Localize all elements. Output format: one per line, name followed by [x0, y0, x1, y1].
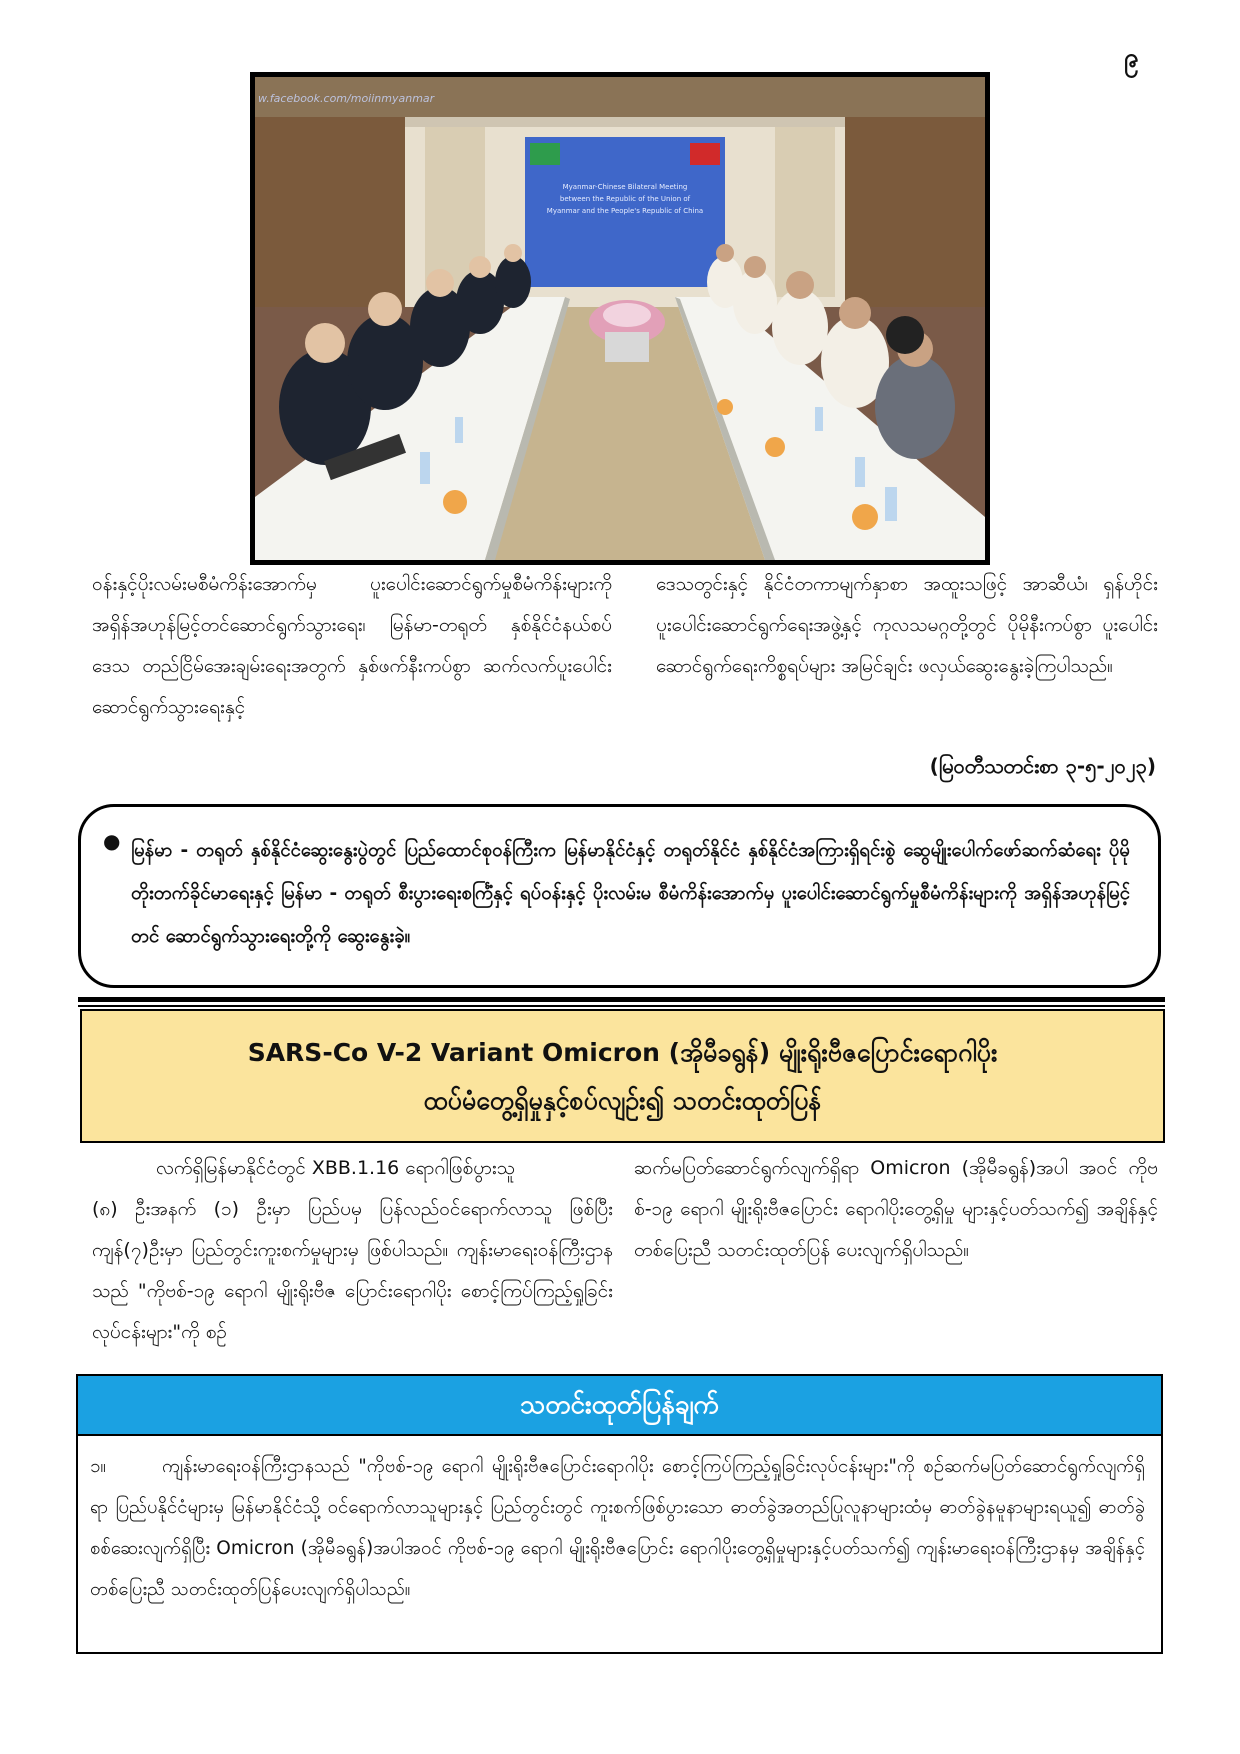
notice-item-text: ကျန်းမာရေးဝန်ကြီးဌာနသည် "ကိုဗစ်-၁၉ ရောဂါ မျိုးရိုးဗီဇပြောင်းရောဂါပိုး စောင့်ကြပ်ကြည့်ရှုခြင်းလုပ်ငန်းများ"ကို စဉ်ဆက်မပြတ်ဆောင်ရွက်လျက်ရှိရာ ပြည်ပနိုင်ငံများမှ မြန်မာနိုင်ငံသို့ ဝင်ရောက်လာသူများနှင့် ပြည်တွင်းတွင် ကူးစက်ဖြစ်ပွားသော ဓာတ်ခွဲအတည်ပြုလူနာများထံမှ ဓာတ်ခွဲနမူနာများရယူ၍ ဓာတ်ခွဲစစ်ဆေးလျက်ရှိပြီး Omicron (အိုမီခရွန်)အပါအဝင် ကိုဗစ်-၁၉ ရောဂါ မျိုးရိုးဗီဇပြောင်း ရောဂါပိုးတွေ့ရှိမှုများနှင့်ပတ်သက်၍ ကျန်းမာရေးဝန်ကြီးဌာနမှ အချိန်နှင့်တစ်ပြေးညီ သတင်းထုတ်ပြန်ပေးလျက်ရှိပါသည်။	[90, 1456, 1145, 1600]
article1-right-text: ဒေသတွင်းနှင့် နိုင်ငံတကာမျက်နှာစာ အထူးသဖြင့် အာဆီယံ၊ ရှန်ဟိုင်း ပူးပေါင်းဆောင်ရွက်ရေးအဖွဲ့နှင့် ကုလသမဂ္ဂတို့တွင် ပိုမိုနီးကပ်စွာ ပူးပေါင်းဆောင်ရွက်ရေးကိစ္စရပ်များ အမြင်ချင်း ဖလှယ်ဆွေးနွေးခဲ့ကြပါသည်။	[656, 573, 1158, 677]
section-divider	[78, 997, 1165, 1002]
section-divider-thin	[78, 1005, 1165, 1007]
article2-right-column	[634, 1148, 1158, 1271]
article2-first-line	[156, 1148, 613, 1189]
article2-left-text: (၈) ဦးအနက် (၁) ဦးမှာ ပြည်ပမှ ပြန်လည်ဝင်ရောက်လာသူ ဖြစ်ပြီး ကျန်(၇)ဦးမှာ ပြည်တွင်းကူးစက်မှုများမှ ဖြစ်ပါသည်။ ကျန်းမာရေးဝန်ကြီးဌာနသည် "ကိုဗစ်-၁၉ ရောဂါ မျိုးရိုးဗီဇ ပြောင်းရောဂါပိုး စောင့်ကြပ်ကြည့်ရှုခြင်းလုပ်ငန်းများ"ကို စဉ်	[92, 1198, 613, 1343]
page-number: ၉	[1124, 43, 1139, 73]
article1-right-column	[656, 564, 1158, 687]
article2-left-first-line: လက်ရှိမြန်မာနိုင်ငံတွင် XBB.1.16 ရောဂါဖြစ်ပွားသူ	[156, 1157, 516, 1179]
headline-line-2: ထပ်မံတွေ့ရှိမှုနှင့်စပ်လျဉ်း၍ သတင်းထုတ်ပြန်	[423, 1086, 822, 1115]
article1-left-column	[92, 564, 612, 728]
article1-source: (မြဝတီသတင်းစာ ၃-၅-၂၀၂၃)	[929, 754, 1156, 778]
screen-text-2: between the Republic of the Union of	[559, 195, 691, 203]
bullet-icon: ●	[103, 829, 121, 853]
meeting-photo-illustration	[255, 77, 985, 560]
highlight-summary-box	[78, 804, 1161, 988]
highlight-text: မြန်မာ - တရုတ် နှစ်နိုင်ငံဆွေးနွေးပွဲတွင် ပြည်ထောင်စုဝန်ကြီးက မြန်မာနိုင်ငံနှင့် တရုတ်နိုင်ငံ နှစ်နိုင်ငံအကြားရှိရင်းစွဲ ဆွေမျိုးပေါက်ဖော်ဆက်ဆံရေး ပိုမိုတိုးတက်ခိုင်မာရေးနှင့် မြန်မာ - တရုတ် စီးပွားရေးစင်္ကြံနှင့် ရပ်ဝန်းနှင့် ပိုးလမ်းမ စီမံကိန်းအောက်မှ ပူးပေါင်းဆောင်ရွက်မှုစီမံကိန်းများကို အရှိန်အဟုန်မြင့်တင် ဆောင်ရွက်သွားရေးတို့ကို ဆွေးနွေးခဲ့။	[131, 840, 1130, 947]
screen-text-3: Myanmar and the People's Republic of China	[546, 207, 704, 215]
notice-title: သတင်းထုတ်ပြန်ချက်	[76, 1374, 1163, 1436]
notice-item-number: ၁။	[90, 1456, 107, 1477]
article2-left-column	[92, 1189, 613, 1353]
article2-headline	[80, 1009, 1165, 1143]
photo-watermark: w.facebook.com/moiinmyanmar	[258, 92, 435, 105]
article1-left-text: ဝန်းနှင့်ပိုးလမ်းမစီမံကိန်းအောက်မှ ပူးပေါင်းဆောင်ရွက်မှုစီမံကိန်းများကို အရှိန်အဟုန်မြင့်တင်ဆောင်ရွက်သွားရေး၊ မြန်မာ-တရုတ် နှစ်နိုင်ငံနယ်စပ်ဒေသ တည်ငြိမ်အေးချမ်းရေးအတွက် နှစ်ဖက်နီးကပ်စွာ ဆက်လက်ပူးပေါင်းဆောင်ရွက်သွားရေးနှင့်	[92, 573, 612, 718]
article2-right-text: ဆက်မပြတ်ဆောင်ရွက်လျက်ရှိရာ Omicron (အိုမီခရွန်)အပါ အဝင် ကိုဗစ်-၁၉ ရောဂါ မျိုးရိုးဗီဇပြောင်း ရောဂါပိုးတွေ့ရှိမှု များနှင့်ပတ်သက်၍ အချိန်နှင့်တစ်ပြေးညီ သတင်းထုတ်ပြန် ပေးလျက်ရှိပါသည်။	[634, 1157, 1158, 1261]
headline-line-1: SARS-Co V-2 Variant Omicron (အိုမီခရွန်) မျိုးရိုးဗီဇပြောင်းရောဂါပိုး	[247, 1038, 998, 1067]
meeting-photo	[250, 72, 990, 565]
notice-body	[76, 1436, 1163, 1654]
screen-text-1: Myanmar-Chinese Bilateral Meeting	[562, 183, 688, 191]
